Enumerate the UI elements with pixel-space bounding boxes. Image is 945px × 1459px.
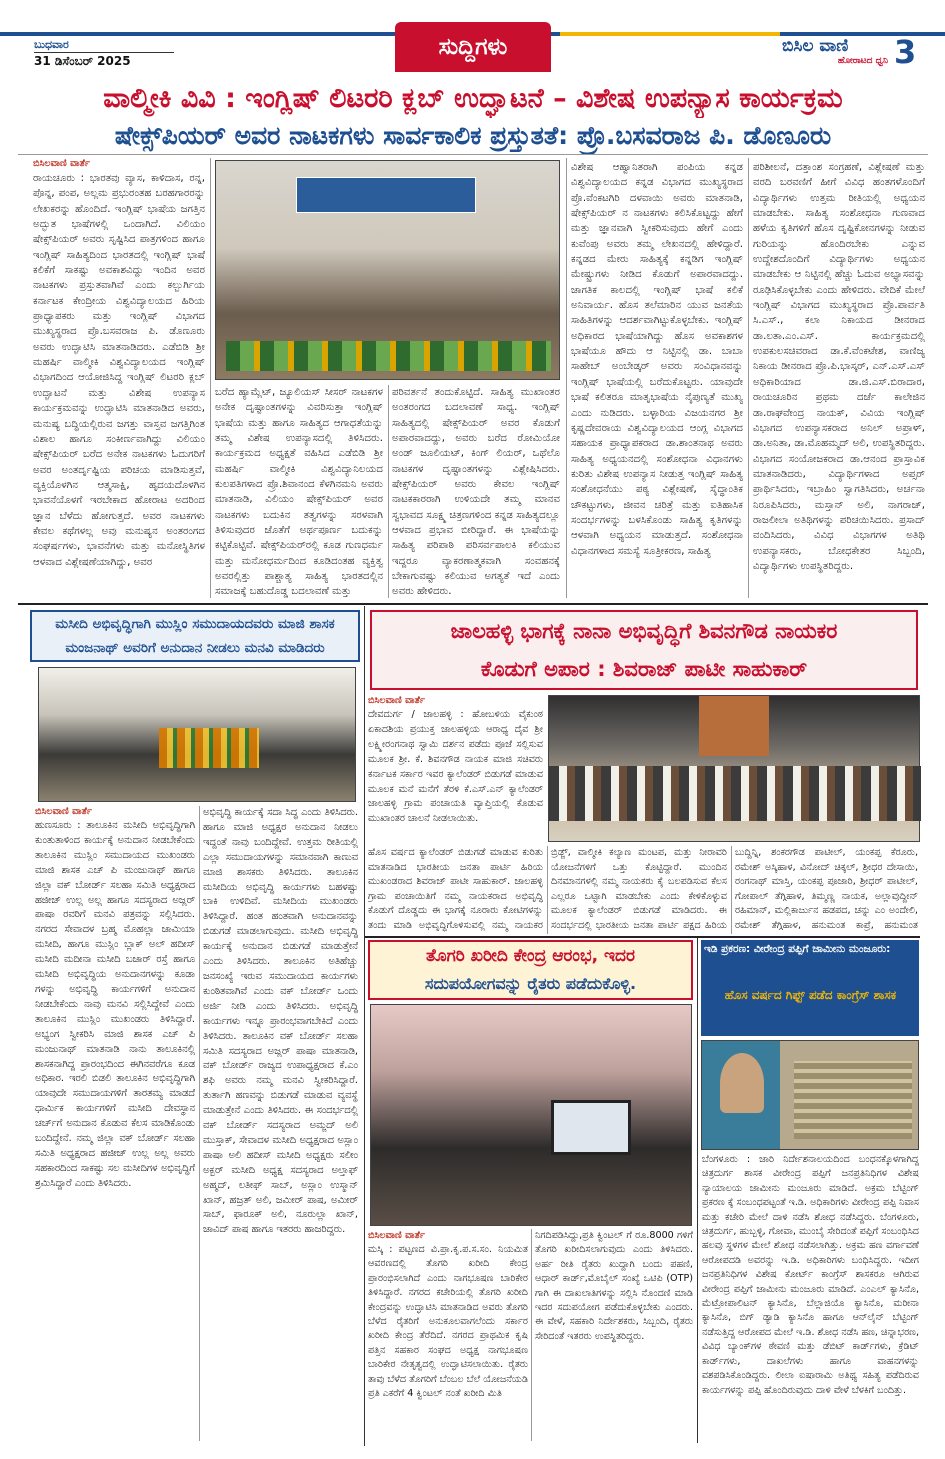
story3-intro: ದೇವದುರ್ಗ / ಜಾಲಹಳ್ಳಿ : ಹೋಬಳಿಯ ವೈಕುಂಠ ಏಕಾದಶಿಯ ಪ್ರಯುಕ್ತ ಜಾಲಹಳ್ಳಿಯ ಆರಾಧ್ಯ ದೈವ ಶ್ರೀ ಲಕ್ಷ್ಮೀರಂಗನಾಥ ಸ್ವಾಮಿ ದರ್ಶನ ಪಡೆದು ಪೂಜೆ ಸಲ್ಲಿಸುವ ಮೂಲಕ ಶ್ರೀ. ಕೆ. ಶಿವನಗೌಡ ನಾಯಕ ಮಾಜಿ ಸಚಿವರು ಕರ್ನಾಟಕ ಸರ್ಕಾರ ಇವರ ಕ್ಯಾಲೆಂಡರ್ ಬಿಡುಗಡೆ ಮಾಡುವ ಮೂಲಕ ಮನೆ ಮನೆಗೆ ತೆರಳಿ ಕೆ.ಎಸ್.ಎನ್ ಕ್ಯಾಲೆಂಡರ್ ಜಾಲಹಳ್ಳಿ ಗ್ರಾಮ ಪಂಚಾಯತಿ ವ್ಯಾಪ್ತಿಯಲ್ಲಿ ಕೊಡುವ ಮುಖಾಂತರ ಚಾಲನೆ ನೀಡಲಾಯಿತು. [368,709,543,825]
crowd-row [549,766,921,821]
paper-name: ಬಿಸಿಲ ವಾಣಿ [782,36,849,56]
story4-headline-1: ತೊಗರಿ ಖರೀದಿ ಕೇಂದ್ರ ಆರಂಭ, ಇದರ [426,946,635,966]
story1-event-photo [215,160,560,380]
story2-photo [38,667,356,802]
story3-headline-1: ಜಾಲಹಳ್ಳಿ ಭಾಗಕ್ಕೆ ನಾನಾ ಅಭಿವೃದ್ಧಿಗೆ ಶಿವನಗೌಡ ನಾಯಕರ [450,619,838,643]
story2-column-1: ಹುಣಸೂರು : ತಾಲೂಕಿನ ಮಸೀದಿ ಅಭಿವೃದ್ಧಿಗಾಗಿ ಕುಂತುತಾಳಿಂದ ಕಾರ್ಯಕ್ಕೆ ಅನುದಾನ ನೀಡಬೇಕೆಂದು ತಾಲೂಕಿನ ಮುಸ್ಲಿಂ ಸಮುದಾಯದ ಮುಖಂಡರು ಮಾಜಿ ಶಾಸಕ ಎಚ್ ಪಿ ಮಂಜುನಾಥ್ ಹಾಗೂ ಜಿಲ್ಲಾ ವಕ್ ಬೋರ್ಡ್ ಸಲಹಾ ಸಮಿತಿ ಅಧ್ಯಕ್ಷರಾದ ಹಜೀಜ್ ಉಲ್ಲ ಅಲ್ಲ ಹಾಗೂ ಸದಸ್ಯರಾದ ಅಜ್ಲರ್ ಪಾಷಾ ರವರಿಗೆ ಮನವಿ ಪತ್ರವನ್ನು ಸಲ್ಲಿಸಿದರು. ನಗರದ ಸೇವಾದಳ ಬ್ರಹ್ಮ ಮೊಹಲ್ಲಾ ಜಾಮಿಯಾ ಮಸೀದಿ, ಹಾಗೂ ಮುಸ್ಲಿಂ ಬ್ಲಾಕ್ ಅಲ್ ಹದೀಸ್ ಮಸೀದಿ ಮದೀನಾ ಮಸೀದಿ ಬಜಾರ್ ರಸ್ತೆ ಹಾಗೂ ಮಸೀದಿ ಅಭಿವೃದ್ಧಿಯ ಅನುದಾನಗಳನ್ನು ಕೂಡಾ ಗಳನ್ನು ಅಭಿವೃದ್ಧಿ ಕಾರ್ಯಗಳಿಗೆ ಅನುದಾನ ನೀಡಬೇಕೆಂದು ನಾವು ಮನವಿ ಸಲ್ಲಿಸಿದ್ದೇವೆ ಎಂದು ತಾಲೂಕಿನ ಮುಸ್ಲಿಂ ಮುಖಂಡರು ತಿಳಿಸಿದ್ದಾರೆ. ಅಭ್ಯಂಗ ಸ್ವೀಕರಿಸಿ ಮಾಜಿ ಶಾಸಕ ಎಚ್ ಪಿ ಮಂಜುನಾಥ್ ಮಾತನಾಡಿ ನಾನು ತಾಲೂಕಿನಲ್ಲಿ ಶಾಸಕನಾಗಿದ್ದ ಪ್ರಾರಂಭದಿಂದ ಈಗಿನವರೆಗೂ ಕೂಡ ಅಧಿಕಾರ. ಇರಲಿ ಬಿಡಲಿ ತಾಲೂಕಿನ ಅಭಿವೃದ್ಧಿಗಾಗಿ ಯಾವುದೇ ಸಮುದಾಯಗಳಿಗೆ ತಾರತಮ್ಯ ಮಾಡದೆ ಧಾರ್ಮಿಕ ಕಾರ್ಯಗಳಿಗೆ ಮಸೀದಿ ದೇವಸ್ಥಾನ ಚರ್ಚ್‌ಗೆ ಅನುದಾನ ಕೊಡುವ ಕೆಲಸ ಮಾಡಿಕೊಂಡು ಬಂದಿದ್ದೇನೆ. ನಮ್ಮ ಜಿಲ್ಲಾ ವಕ್ ಬೋರ್ಡ್ ಸಲಹಾ ಸಮಿತಿ ಅಧ್ಯಕ್ಷರಾದ ಹಜೀಜ್ ಉಲ್ಲ ಅಲ್ಲ ಅವರು ಸಹಕಾರದಿಂದ ಸಾಕಷ್ಟು ಸಲ ಮಸೀದಿಗಳ ಅಭಿವೃದ್ಧಿಗೆ ಶ್ರಮಿಸಿದ್ದಾರೆ ಎಂದು ತಿಳಿಸಿದರು. [35,820,195,1189]
section-divider-2 [365,936,920,938]
header-weekday: ಬುಧವಾರ [34,38,69,51]
cash-stacks [794,1061,912,1139]
story1-column-3: ಪರಿವರ್ತನೆ ತಂದುಕೊಟ್ಟಿದೆ. ಸಾಹಿತ್ಯ ಮುಖಾಂತರ ಅಂತರಂಗದ ಬದಲಾವಣೆ ಸಾಧ್ಯ. ಇಂಗ್ಲಿಷ್ ಸಾಹಿತ್ಯದಲ್ಲಿ ಷೇಕ್ಸ್‌ಪಿಯರ್ ಅವರ ಕೊಡುಗೆ ಅಪಾರವಾದದ್ದು, ಅವರು ಬರೆದ ರೋಮಿಯೋ ಅಂಡ್ ಜೂಲಿಯಟ್, ಕಿಂಗ್ ಲಿಯರ್, ಒಥೆಲೊ ನಾಟಕಗಳ ದೃಷ್ಟಾಂತಗಳನ್ನು ವಿಶ್ಲೇಷಿಸಿದರು. ಷೇಕ್ಸ್‌ಪಿಯರ್ ಅವರು ಕೇವಲ ಇಂಗ್ಲಿಷ್ ನಾಟಕಕಾರರಾಗಿ ಉಳಿಯದೇ ತಮ್ಮ ಮಾನವ ಸ್ವಭಾವದ ಸೂಕ್ಷ್ಮ ಚಿತ್ರಣಗಳಿಂದ ಕನ್ನಡ ಸಾಹಿತ್ಯದಲ್ಲೂ ಆಳವಾದ ಪ್ರಭಾವ ಬೀರಿದ್ದಾರೆ. ಈ ಭಾಷೆಯನ್ನು ಸಾಹಿತ್ಯ ಪರಿಪಾಠಿ ಪರಿಸರ್ವಪಾಲಕಿ ಕಲಿಯುವ ಇದ್ದರೂ ವ್ಯಾಕರಣಾತ್ಮಕವಾಗಿ ಸಂವಹನಕ್ಕೆ ಬೇಕಾಗುವಷ್ಟು ಕಲಿಯುವ ಅಗತ್ಯತೆ ಇದೆ ಎಂದು ಅವರು ಹೇಳಿದರು. [392,387,560,598]
story4-byline: ಬಿಸಿಲವಾಣಿ ವಾರ್ತೆ [368,1230,425,1241]
story3-column-2: ಬ್ರಿಡ್ಜ್, ವಾಲ್ಮೀಕಿ ಕಲ್ಯಾಣ ಮಂಟಪ, ಮತ್ತು ನೀರಾವರಿ ಯೋಜನೆಗಳಿಗೆ ಒತ್ತು ಕೊಟ್ಟಿದ್ದಾರೆ. ಮುಂದಿನ ದಿನಮಾನಗಳಲ್ಲಿ ನಮ್ಮ ನಾಯಕರು ಕೈ ಬಲಪಡಿಸುವ ಕೆಲಸ ಎಲ್ಲರೂ ಒಟ್ಟಾಗಿ ಮಾಡಬೇಕು ಎಂದು ಕೇಳಿಕೊಳ್ಳುವ ಮೂಲಕ ಕ್ಯಾಲೆಂಡರ್ ಬಿಡುಗಡೆ ಮಾಡಿದರು. ಈ ಸಂದರ್ಭದಲ್ಲಿ ಭಾರತೀಯ ಜನತಾ ಪಾರ್ಟಿ ಪಕ್ಷದ ಹಿರಿಯ [551,847,727,931]
story1-headline-1: ವಾಲ್ಮೀಕಿ ವಿವಿ : ಇಂಗ್ಲಿಷ್ ಲಿಟರರಿ ಕ್ಲಬ್ ಉದ್ಘಾಟನೆ – ವಿಶೇಷ ಉಪನ್ಯಾಸ ಕಾರ್ಯಕ್ರಮ [103,83,843,114]
header-right-stripe [560,32,780,36]
page-number: 3 [894,33,917,71]
section-label-box [395,22,551,72]
story1-column-2: ಬರೆದ ಹ್ಯಾಮ್ಲೆಟ್, ಜ್ಯೂಲಿಯಸ್ ಸೀಸರ್ ನಾಟಕಗಳ ಅನೇಕ ದೃಷ್ಟಾಂತಗಳನ್ನು ವಿವರಿಸುತ್ತಾ ಇಂಗ್ಲಿಷ್ ಭಾಷೆಯ ಮತ್ತು ಹಾಗೂ ಸಾಹಿತ್ಯದ ಆಗಾಧತೆಯನ್ನು ತಮ್ಮ ವಿಶೇಷ ಉಪನ್ಯಾಸದಲ್ಲಿ ತಿಳಿಸಿದರು. ಕಾರ್ಯಕ್ರಮದ ಅಧ್ಯಕ್ಷತೆ ವಹಿಸಿದ ಎಡೆಬಿಡಿ ಶ್ರೀ ಮಹರ್ಷಿ ವಾಲ್ಮೀಕಿ ವಿಶ್ವವಿದ್ಯಾನಿಲಯದ ಕುಲಪತಿಗಳಾದ ಪ್ರೊ.ಶಿವಾನಂದ ಕೆಳಗಿನಮನಿ ಅವರು ಮಾತನಾಡಿ, ವಿಲಿಯಂ ಷೇಕ್ಸ್‌ಪಿಯರ್ ಅವರ ನಾಟಕಗಳು ಬದುಕಿನ ತತ್ವಗಳನ್ನು ಸರಳವಾಗಿ ತಿಳಿಸುವುದರ ಜೊತೆಗೆ ಅರ್ಥಪೂರ್ಣ ಬದುಕನ್ನು ಕಟ್ಟಿಕೊಟ್ಟಿವೆ. ಷೇಕ್ಸ್‌ಪಿಯರ್‌ರಲ್ಲಿ ಕೂಡ ಗುಣಧರ್ಮ ಮತ್ತು ಮನೋಧರ್ಮದಿಂದ ಕೂಡಿದಂತಹ ವ್ಯಕ್ತಿತ್ವ ಅವರಲ್ಲಿತ್ತು ಪಾಶ್ಚಾತ್ಯ ಸಾಹಿತ್ಯ ಭಾರತದಲ್ಲಿನ ಸಮಾಜಕ್ಕೆ ಬಹುದೊಡ್ಡ ಬದಲಾವಣೆ ಮತ್ತು [215,387,383,598]
header-date: 31 ಡಿಸೆಂಬರ್ 2025 [34,52,174,69]
story3-column-1: ಹೊಸ ವರ್ಷದ ಕ್ಯಾಲೆಂಡರ್ ಬಿಡುಗಡೆ ಮಾಡುವ ಕುರಿತು ಮಾತನಾಡಿದ ಭಾರತೀಯ ಜನತಾ ಪಾರ್ಟಿ ಹಿರಿಯ ಮುಖಂಡರಾದ ಶಿವರಾಜ್ ಪಾಟೀ ಸಾಹುಕಾರ್. ಜಾಲಹಳ್ಳಿ ಗ್ರಾಮ ಪಂಚಾಯಿತಿಗೆ ನಮ್ಮ ನಾಯಕರಾದ ಅಭಿವೃದ್ಧಿ ಕೊಡುಗೆ ದೊಡ್ಡದು ಈ ಭಾಗಕ್ಕೆ ನೂರಾರು ಕೋಟಿಗಳನ್ನು ತಂದು ಮಾಡಿ ಅಭಿವೃದ್ಧಿಗೊಳಿಸುವಲ್ಲಿ ನಮ್ಮ ನಾಯಕರ [368,847,543,931]
story4-headline-2: ಸದುಪಯೋಗವನ್ನು ರೈತರು ಪಡೆದುಕೊಳ್ಳಿ. [424,974,637,993]
story4-photo [370,1004,692,1226]
header-date-block [34,38,174,69]
story2-byline: ಬಿಸಿಲವಾಣಿ ವಾರ್ತೆ [35,806,92,817]
masthead [0,0,945,74]
paper-tagline: ಹೋರಾಟದ ಧ್ವನಿ [837,56,888,66]
temple-gopura [699,696,769,756]
vertical-divider-mid [364,606,365,1446]
story1-byline: ಬಿಸಿಲವಾಣಿ ವಾರ್ತೆ [33,158,90,169]
computer-monitor [551,1100,631,1155]
story3-byline: ಬಿಸಿಲವಾಣಿ ವಾರ್ತೆ [368,695,425,706]
story5-body: ಬೆಂಗಳೂರು : ಜಾರಿ ನಿರ್ದೇಶನಾಲಯದಿಂದ ಬಂಧನಕ್ಕೊಳಗಾಗಿದ್ದ ಚಿತ್ರದುರ್ಗ ಶಾಸಕ ವೀರೇಂದ್ರ ಪಪ್ಪಿಗೆ ಜನಪ್ರತಿನಿಧಿಗಳ ವಿಶೇಷ ನ್ಯಾಯಾಲಯ ಜಾಮೀನು ಮಂಜೂರು ಮಾಡಿದೆ. ಅಕ್ರಮ ಬೆಟ್ಟಿಂಗ್ ಪ್ರಕರಣ ಕ್ಕೆ ಸಂಬಂಧಪಟ್ಟಂತೆ ಇ.ಡಿ. ಅಧಿಕಾರಿಗಳು ವೀರೇಂದ್ರ ಪಪ್ಪಿ ನಿವಾಸ ಮತ್ತು ಕಚೇರಿ ಮೇಲೆ ದಾಳಿ ನಡೆಸಿ ಶೋಧ ನಡೆಸಿದ್ದರು. ಬೆಂಗಳೂರು, ಚಿತ್ರದುರ್ಗ, ಹುಬ್ಬಳ್ಳಿ, ಗೋವಾ, ಮುಂಬೈ ಸೇರಿದಂತೆ ಪಪ್ಪಿಗೆ ಸಂಬಂಧಿಸಿದ ಹಲವು ಸ್ಥಳಗಳ ಮೇಲೆ ಶೋಧ ನಡೆಸಲಾಗಿತ್ತು. ಅಕ್ರಮ ಹಣ ವರ್ಗಾವಣೆ ಆರೋಪದಡಿ ಅವರನ್ನು ಇ.ಡಿ. ಅಧಿಕಾರಿಗಳು ಬಂಧಿಸಿದ್ದರು. ಇದೀಗ ಜನಪ್ರತಿನಿಧಿಗಳ ವಿಶೇಷ ಕೋರ್ಟ್ ಕಾಂಗ್ರೆಸ್ ಶಾಸಕರೂ ಆಗಿರುವ ವೀರೇಂದ್ರ ಪಪ್ಪಿಗೆ ಜಾಮೀನು ಮಂಜೂರು ಮಾಡಿದೆ. ಎಂಎಲ್ ಕ್ಯಾಸಿನೊ, ಮೆಟ್ರೋಪಾಲಿಟನ್ ಕ್ಯಾಸಿನೊ, ಬೆಲ್ಲಾಜಿಯೊ ಕ್ಯಾಸಿನೊ, ಮರೀನಾ ಕ್ಯಾಸಿನೊ, ಬಿಗ್ ಡ್ಯಾಡಿ ಕ್ಯಾಸಿನೊ ಹಾಗೂ ಆನ್‌ಲೈನ್ ಬೆಟ್ಟಿಂಗ್ ನಡೆಸುತ್ತಿದ್ದ ಆರೋಪದ ಮೇಲೆ ಇ.ಡಿ. ಶೋಧ ನಡೆಸಿ ಹಣ, ಚಿನ್ನಾಭರಣ, ವಿವಿಧ ಬ್ಯಾಂಕ್‌ಗಳ ಠೇವಣಿ ಮತ್ತು ಡೆಬಿಟ್ ಕಾರ್ಡ್‌ಗಳು, ಕ್ರೆಡಿಟ್ ಕಾರ್ಡ್‌ಗಳು, ದಾಖಲೆಗಳು ಹಾಗೂ ವಾಹನಗಳನ್ನು ವಶಪಡಿಸಿಕೊಂಡಿದ್ದರು. ಲೀಲಾ ಐಷಾರಾಮಿ ಅತಿಥ್ಯ ಸಹಿತ್ಯ ಪಡೆದಿರುವ ಕಾರ್ಯಗಳನ್ನು ಪಪ್ಪಿ ಹೊಂದಿರುವುದು ದಾಳಿ ವೇಳೆ ಬೆಳಕಿಗೆ ಬಂದಿತ್ತು. [702,1154,919,1396]
section-divider-1 [18,603,928,605]
story1-column-4: ವಿಶೇಷ ಆಹ್ವಾನಿತರಾಗಿ ಪಂಪಿಯ ಕನ್ನಡ ವಿಶ್ವವಿದ್ಯಾಲಯದ ಕನ್ನಡ ವಿಭಾಗದ ಮುಖ್ಯಸ್ಥರಾದ ಪ್ರೊ.ವೆಂಕಟಗಿರಿ ದಳವಾಯಿ ಅವರು ಮಾತನಾಡಿ, ಷೇಕ್ಸ್‌ಪಿಯರ್ ನ ನಾಟಕಗಳು ಕಲಿಸಿಕೊಟ್ಟದ್ದು ಹೇಗೆ ಮತ್ತು ಜ್ಞಾನವಾಗಿ ಸ್ವೀಕರಿಸುವುದು ಹೇಗೆ ಎಂದು ಕುವೆಂಪು ಅವರು ತಮ್ಮ ಲೇಖನದಲ್ಲಿ ಹೇಳಿದ್ದಾರೆ. ಕನ್ನಡದ ಮೇರು ಸಾಹಿತ್ಯಕ್ಕೆ ಕನ್ನಡಿಗ ಇಂಗ್ಲಿಷ್ ಮೇಷ್ಟ್ರುಗಳು ನೀಡಿದ ಕೊಡುಗೆ ಅಪಾರವಾದದ್ದು. ಜಾಗತಿಕ ಕಾಲದಲ್ಲಿ ಇಂಗ್ಲಿಷ್ ಭಾಷೆ ಕಲಿಕೆ ಅನಿವಾರ್ಯ. ಹೊಸ ತಲೆಮಾರಿನ ಯುವ ಜನತೆಯ ಸಾಹಿತಿಗಳನ್ನು ಆದರ್ಶವಾಗಿಟ್ಟುಕೊಳ್ಳಬೇಕು. ಇಂಗ್ಲಿಷ್ ಅಧಿಕಾರದ ಭಾಷೆಯಾಗಿದ್ದು ಹೊಸ ಅವಕಾಶಗಳ ಭಾಷೆಯೂ ಹೌದು ಆ ನಿಟ್ಟಿನಲ್ಲಿ ಡಾ. ಬಾಬಾ ಸಾಹೇಬ್ ಅಂಬೇಡ್ಕರ್ ಅವರು ಸಂವಿಧಾನವನ್ನು ಇಂಗ್ಲಿಷ್ ಭಾಷೆಯಲ್ಲಿ ಬರೆದುಕೊಟ್ಟರು. ಯಾವುದೇ ಭಾಷೆ ಕಲಿತರೂ ಮಾತೃಭಾಷೆಯ ನೈಪುಣ್ಯತೆ ಮುಖ್ಯ ಎಂದು ನುಡಿದರು. ಬಳ್ಳಾರಿಯ ವಿಜಯನಗರ ಶ್ರೀ ಕೃಷ್ಣದೇವರಾಯ ವಿಶ್ವವಿದ್ಯಾಲಯದ ಆಂಗ್ಲ ವಿಭಾಗದ ಸಹಾಯಕ ಪ್ರಾಧ್ಯಾಪಕರಾದ ಡಾ.ಶಾಂತನಾಥ ಅವರು ಸಾಹಿತ್ಯ ಅಧ್ಯಯನದಲ್ಲಿ ಸಂಶೋಧನಾ ವಿಧಾನಗಳು ಕುರಿತು ವಿಶೇಷ ಉಪನ್ಯಾಸ ನೀಡುತ್ತ ಇಂಗ್ಲಿಷ್ ಸಾಹಿತ್ಯ ಸಂಶೋಧನೆಯು ಪಠ್ಯ ವಿಶ್ಲೇಷಣೆ, ಸೈದ್ಧಾಂತಿಕ ಚೌಕಟ್ಟುಗಳು, ಜೀವನ ಚರಿತ್ರೆ ಮತ್ತು ಐತಿಹಾಸಿಕ ಸಂದರ್ಭಗಳನ್ನು ಬಳಸಿಕೊಂಡು ಸಾಹಿತ್ಯ ಕೃತಿಗಳನ್ನು ಆಳವಾಗಿ ಅಧ್ಯಯನ ಮಾಡುತ್ತದೆ. ಸಂಶೋಧನಾ ವಿಧಾನಗಳಾದ ಸಮಸ್ಯೆ ಸೂತ್ರೀಕರಣ, ಸಾಹಿತ್ಯ [571,162,743,557]
section-label: ಸುದ್ದಿಗಳು [438,34,508,60]
story1-headline-2: ಷೇಕ್ಸ್‌ಪಿಯರ್ ಅವರ ನಾಟಕಗಳು ಸಾರ್ವಕಾಲಿಕ ಪ್ರಸ್ತುತತೆ: ಪ್ರೊ.ಬಸವರಾಜ ಪಿ. ಡೊಣೂರು [114,121,832,150]
story2-headline-2: ಮಂಜನಾಥ್ ಅವರಿಗೆ ಅನುದಾನ ನೀಡಲು ಮನವಿ ಮಾಡಿದರು [65,640,325,656]
story2-headline-1: ಮಸೀದಿ ಅಭಿವೃದ್ಧಿಗಾಗಿ ಮುಸ್ಲಿಂ ಸಮುದಾಯದವರು ಮಾಜಿ ಶಾಸಕ [55,616,335,632]
story5-photo [701,1040,919,1150]
mla-portrait [720,1053,764,1113]
paper-logo [782,36,902,70]
story5-kicker: ಇಡಿ ಪ್ರಕರಣ: ವೀರೇಂದ್ರ ಪಪ್ಪಿಗೆ ಜಾಮೀನು ಮಂಜೂರು: [704,943,891,955]
story4-column-1: ಮಸ್ಕಿ : ಪಟ್ಟಣದ ವಿ.ಪ್ರಾ.ಕೃ.ಪ.ಸ.ಸಂ. ನಿಯಮಿತ ಆವರಣದಲ್ಲಿ ತೊಗರಿ ಖರೀದಿ ಕೇಂದ್ರ ಪ್ರಾರಂಭಿಸಲಾಗಿದೆ ಎಂದು ನಾಗಭೂಷಣ ಬಾರಿಕೇರ ತಿಳಿಸಿದ್ದಾರೆ. ನಗರದ ಕಚೇರಿಯಲ್ಲಿ ತೊಗರಿ ಖರೀದಿ ಕೇಂದ್ರವನ್ನು ಉದ್ಘಾಟಿಸಿ ಮಾತನಾಡಿದ ಅವರು ತೊಗರಿ ಬೆಳೆದ ರೈತರಿಗೆ ಅನುಕೂಲವಾಗಲೆಂದು ಸರ್ಕಾರ ಖರೀದಿ ಕೇಂದ್ರ ತೆರೆದಿದೆ. ನಗರದ ಪ್ರಾಥಮಿಕ ಕೃಷಿ ಪತ್ತಿನ ಸಹಕಾರ ಸಂಘದ ಅಧ್ಯಕ್ಷ ನಾಗಭೂಷಣ ಬಾರಿಕೇರ ನೇತೃತ್ವದಲ್ಲಿ ಉದ್ಘಾಟಿಸಲಾಯಿತು. ರೈತರು ತಾವು ಬೆಳೆದ ತೊಗರಿಗೆ ಬೆಂಬಲ ಬೆಲೆ ಯೋಜನೆಯಡಿ ಪ್ರತಿ ಎಕರೆಗೆ 4 ಕ್ವಿಂಟಲ್ ನಂತೆ ಖರೀದಿ ಮಿತಿ [368,1244,528,1400]
story1-column-5: ಪರಿಶೀಲನೆ, ದತ್ತಾಂಶ ಸಂಗ್ರಹಣೆ, ವಿಶ್ಲೇಷಣೆ ಮತ್ತು ವರದಿ ಬರವಣಿಗೆ ಹೀಗೆ ವಿವಿಧ ಹಂತಗಳೊಂದಿಗೆ ವಿದ್ಯಾರ್ಥಿಗಳು ಉತ್ತಮ ರೀತಿಯಲ್ಲಿ ಅಧ್ಯಯನ ಮಾಡಬೇಕು. ಸಾಹಿತ್ಯ ಸಂಶೋಧನಾ ಗುಣವಾದ ಹಳೆಯ ಕೃತಿಗಳಿಗೆ ಹೊಸ ದೃಷ್ಟಿಕೋನಗಳನ್ನು ನೀಡುವ ಗುರಿಯನ್ನು ಹೊಂದಿರಬೇಕು ಎನ್ನುವ ಉದ್ದೇಶದೊಂದಿಗೆ ವಿದ್ಯಾರ್ಥಿಗಳು ಅಧ್ಯಯನ ಮಾಡಬೇಕು ಆ ನಿಟ್ಟಿನಲ್ಲಿ ಹೆಚ್ಚು ಓದುವ ಅಭ್ಯಾಸವನ್ನು ರೂಢಿಸಿಕೊಳ್ಳಬೇಕು ಎಂದು ಹೇಳಿದರು. ವೇದಿಕೆ ಮೇಲೆ ಇಂಗ್ಲಿಷ್ ವಿಭಾಗದ ಮುಖ್ಯಸ್ಥರಾದ ಪ್ರೊ.ಪಾರ್ವತಿ ಸಿ.ಎಸ್., ಕಲಾ ನಿಕಾಯದ ಡೀನರಾದ ಡಾ.ಲತಾ.ಎಂ.ಎಸ್. ಕಾರ್ಯಕ್ರಮದಲ್ಲಿ ಉಪಕುಲಸಚಿವರಾದ ಡಾ.ಕೆ.ವೆಂಕಟೇಶ, ವಾಣಿಜ್ಯ ನಿಕಾಯ ಡೀನರಾದ ಪ್ರೊ.ಪಿ.ಭಾಸ್ಕರ್, ಎನ್.ಎಸ್.ಎಸ್ ಅಧಿಕಾರಿಯಾದ ಡಾ.ಜಿ.ಎಸ್.ಬಿರಾದಾರ, ರಾಯಚೂರಿನ ಪ್ರಥಮ ದರ್ಜೆ ಕಾಲೇಜಿನ ಡಾ.ರಾಘವೇಂದ್ರ ನಾಯಕ್, ವಿವಿಯ ಇಂಗ್ಲಿಷ್ ವಿಭಾಗದ ಉಪನ್ಯಾಸಕರಾದ ಅನಿಲ್ ಅಪ್ರಾಳ್, ಡಾ.ಅನಿತಾ, ಡಾ.ಮೊಹಮ್ಮದ್ ಅಲಿ, ಉಪಸ್ಥಿತರಿದ್ದರು. ವಿಭಾಗದ ಸಂಯೋಜಕರಾದ ಡಾ.ಆನಂದ ಪ್ರಾಸ್ತಾವಿಕ ಮಾತನಾಡಿದರು, ವಿದ್ಯಾರ್ಥಿಗಳಾದ ಅಪ್ಸರ್ ಪ್ರಾರ್ಥಿಸಿದರು, ಇಬ್ರಾಹಿಂ ಸ್ವಾಗತಿಸಿದರು, ಅರ್ಚನಾ ನಿರೂಪಿಸಿದರು, ಮಸ್ತಾನ್ ಅಲಿ, ನಾಗರಾಜ್, ರಾಜಲೀಲಾ ಅತಿಥಿಗಳನ್ನು ಪರಿಚಯಿಸಿದರು. ಪ್ರಸಾದ್ ವಂದಿಸಿದರು, ವಿವಿಧ ವಿಭಾಗಗಳ ಅತಿಥಿ ಉಪನ್ಯಾಸಕರು, ಬೋಧಕೇತರ ಸಿಬ್ಬಂದಿ, ವಿದ್ಯಾರ್ಥಿಗಳು ಉಪಸ್ಥಿತರಿದ್ದರು. [753,162,925,572]
story1-column-1: ರಾಯಚೂರು : ಭಾರತವು ವ್ಯಾಸ, ಕಾಳಿದಾಸ, ರನ್ನ, ಪೊನ್ನ, ಪಂಪ, ಅಲ್ಲಮ ಪ್ರಭುರಂತಹ ಬರಹಗಾರರನ್ನು ಲೇಖಕರನ್ನು ಹೊಂದಿದೆ. ಇಂಗ್ಲಿಷ್ ಭಾಷೆಯ ಜಗತ್ತಿನ ಅದ್ಭುತ ಭಾಷೆಗಳಲ್ಲಿ ಒಂದಾಗಿದೆ. ವಿಲಿಯಂ ಷೇಕ್ಸ್‌ಪಿಯರ್ ಅವರು ಸೃಷ್ಟಿಸಿದ ಪಾತ್ರಗಳಿಂದ ಹಾಗೂ ಇಂಗ್ಲಿಷ್ ಸಾಹಿತ್ಯದಿಂದ ಭಾರತದಲ್ಲಿ ಇಂಗ್ಲಿಷ್ ಭಾಷೆ ಕಲಿಕೆಗೆ ಸಾಕಷ್ಟು ಅವಕಾಶವಿದ್ದು ಇಂದಿನ ಅವರ ನಾಟಕಗಳು ಪ್ರಸ್ತುತವಾಗಿವೆ ಎಂದು ಕಲ್ಬುರ್ಗಿಯ ಕರ್ನಾಟಕ ಕೇಂದ್ರೀಯ ವಿಶ್ವವಿದ್ಯಾಲಯದ ಹಿರಿಯ ಪ್ರಾಧ್ಯಾಪಕರು ಮತ್ತು ಇಂಗ್ಲಿಷ್ ವಿಭಾಗದ ಮುಖ್ಯಸ್ಥರಾದ ಪ್ರೊ.ಬಸವರಾಜ ಪಿ. ಡೊಣೂರು ಅವರು ಉದ್ಘಾಟಿಸಿ ಮಾತನಾಡಿದರು. ಎಡೆಬಿಡಿ ಶ್ರೀ ಮಹರ್ಷಿ ವಾಲ್ಮೀಕಿ ವಿಶ್ವವಿದ್ಯಾಲಯದ ಇಂಗ್ಲಿಷ್ ವಿಭಾಗದಿಂದ ಆಯೋಜಿಸಿದ್ದ ಇಂಗ್ಲಿಷ್ ಲಿಟರರಿ ಕ್ಲಬ್ ಉದ್ಘಾಟನೆ ಮತ್ತು ವಿಶೇಷ ಉಪನ್ಯಾಸ ಕಾರ್ಯಕ್ರಮವನ್ನು ಉದ್ಘಾಟಿಸಿ ಮಾತನಾಡಿದ ಅವರು, ಮನುಷ್ಯ ಬದ್ಧಿಯಲ್ಲಿರುವ ಜಗತ್ತು ವಾಸ್ತವ ಜಗತ್ತಿಗಿಂತ ವಿಶಾಲ ಹಾಗೂ ಸಂಕೀರ್ಣವಾಗಿದ್ದು ವಿಲಿಯಂ ಷೇಕ್ಸ್‌ಪಿಯರ್ ಬರೆದ ಅನೇಕ ನಾಟಕಗಳು ಓದುಗರಿಗೆ ಅವರ ಅಂತರ್ದೃಷ್ಟಿಯ ಪರಿಚಯ ಮಾಡಿಸುತ್ತವೆ, ವ್ಯಕ್ತಿಯೊಳಗಿನ ಆತ್ಮಸಾಕ್ಷಿ, ಹೃದಯದೊಳಗಿನ ಭಾವನೆಯೊಳಗೆ ಇರಬೇಕಾದ ಹೋರಾಟ ಅದರಿಂದ ಜ್ಞಾನ ಬೆಳೆದು ಹೋಗುತ್ತದೆ. ಅವರ ನಾಟಕಗಳು ಕೇವಲ ಕಥೆಗಳಲ್ಲ ಅವು ಮನುಷ್ಯನ ಅಂತರಂಗದ ಸಂಘರ್ಷಗಳು, ಭಾವನೆಗಳು ಮತ್ತು ಮನೋಸ್ಥಿತಿಗಳ ಆಳವಾದ ವಿಶ್ಲೇಷಣೆಯಾಗಿದ್ದು, ಅವರ [33,173,205,568]
story3-photo [548,695,920,842]
stage-flowers [226,341,551,371]
story3-column-3: ಬುದ್ದಿನ್ನಿ, ಶಂಕರಗೌಡ ಪಾಟೀಲ್, ಯಂಕಪ್ಪ ಕೆರೂರು, ರಮೇಶ್ ಅಸ್ಕಿಹಾಳ, ವಿನೋದ್ ಚಿಕ್ಕಲ್, ಶ್ರೀಧರ ದೇಸಾಯಿ, ರಂಗನಾಥ್ ಮಾಸ್ತಿ, ಯಂಕಪ್ಪ ಪೂಜಾರಿ, ಶ್ರೀಧರ್ ಪಾಟೀಲ್, ಗೋಪಾಲ್ ತೆಗ್ಗಿಹಾಳ, ತಿಮ್ಮಣ್ಣ ನಾಯಕ, ಅಲ್ಲಾವುದ್ದೀನ್ ರಹಿಮಾನ್, ಮಲ್ಲಿಕಾರ್ಜುನ ಹಡಪದ, ಚನ್ನು ಎಂ ಅಂದೇಲಿ, ರಮೇಶ್ ತೆಗ್ಗಿಹಾಳ, ಹನುಮಂತ ಕಾಪ್ರೆ, ಹನುಮಂತ [735,847,918,931]
story1-rule [18,154,928,155]
story2-column-2: ಅಭಿವೃದ್ಧಿ ಕಾರ್ಯಕ್ಕೆ ಸದಾ ಸಿದ್ಧ ಎಂದು ತಿಳಿಸಿದರು. ಹಾಗೂ ಮಾಜಿ ಅಧ್ಯಕ್ಷರ ಅನುದಾನ ನೀಡಲು ಇದ್ದಂತೆ ನಾವು ಬಂದಿದ್ದೇವೆ. ಉತ್ತಮ ರೀತಿಯಲ್ಲಿ ಎಲ್ಲಾ ಸಮುದಾಯಗಳನ್ನು ಸಮಾನವಾಗಿ ಕಾಣುವ ಮಾಜಿ ಶಾಸಕರು ತಿಳಿಸಿದರು. ತಾಲೂಕಿನ ಮಸೀದಿಯ ಅಭಿವೃದ್ಧಿ ಕಾರ್ಯಗಳು ಬಹಳಷ್ಟು ಬಾಕಿ ಉಳಿದಿವೆ. ಮಸೀದಿಯ ಮುಖಂಡರು ತಿಳಿಸಿದ್ದಾರೆ. ಹಂತ ಹಂತವಾಗಿ ಅನುದಾನವನ್ನು ಬಿಡುಗಡೆ ಮಾಡಲಾಗುವುದು. ಮಸೀದಿ ಅಭಿವೃದ್ಧಿ ಕಾರ್ಯಕ್ಕೆ ಅನುದಾನ ಬಿಡುಗಡೆ ಮಾಡುತ್ತೇನೆ ಎಂದು ತಿಳಿಸಿದರು. ತಾಲೂಕಿನ ಅತಿಹೆಚ್ಚು ಜನಸಂಖ್ಯೆ ಇರುವ ಸಮುದಾಯದ ಕಾರ್ಯಗಳು ಕುಂಠಿತವಾಗಿವೆ ಎಂದು ವಕ್ ಬೋರ್ಡ್ ಒಂದು ಅರ್ಜಿ ನೀಡಿ ಎಂದು ತಿಳಿಸಿದರು. ಅಭಿವೃದ್ಧಿ ಕಾರ್ಯಗಳು ಇನ್ನೂ ಪ್ರಾರಂಭವಾಗಬೇಕಿದೆ ಎಂದು ತಿಳಿಸಿದರು. ತಾಲೂಕಿನ ವಕ್ ಬೋರ್ಡ್ ಸಲಹಾ ಸಮಿತಿ ಸದಸ್ಯರಾದ ಅಜ್ಲರ್ ಪಾಷಾ ಮಾತನಾಡಿ, ವಕ್ ಬೋರ್ಡ್ ರಾಜ್ಯದ ಉಪಾಧ್ಯಕ್ಷರಾದ ಕೆ.ಎಂ ಶಫಿ ಅವರು ನಮ್ಮ ಮನವಿ ಸ್ವೀಕರಿಸಿದ್ದಾರೆ. ತುರ್ತಾಗಿ ಹಣವನ್ನು ಬಿಡುಗಡೆ ಮಾಡುವ ವ್ಯವಸ್ಥೆ ಮಾಡುತ್ತೇನೆ ಎಂದು ತಿಳಿಸಿದರು. ಈ ಸಂದರ್ಭದಲ್ಲಿ ವಕ್ ಬೋರ್ಡ್ ಸದಸ್ಯರಾದ ಅಮ್ಜದ್ ಅಲಿ ಮುಸ್ತಾಕ್, ಸೇವಾದಳ ಮಸೀದಿ ಅಧ್ಯಕ್ಷರಾದ ಅಸ್ಲಾಂ ಪಾಷಾ ಅಲಿ ಹದೀಸ್ ಮಸೀದಿ ಅಧ್ಯಕ್ಷರು ಸಲೀಂ ಅಕ್ಬರ್ ಮಸೀದಿ ಅಧ್ಯಕ್ಷ ಸದಸ್ಯರಾದ ಅಲ್ತಾಫ್ ಅಹ್ಮದ್, ಲತೀಫ್ ಸಾಬ್, ಅಸ್ಲಾಂ ಉಸ್ಮಾನ್ ಖಾನ್, ಹಜ್ರತ್ ಅಲಿ, ಜಮೀರ್ ಪಾಷ, ಅಮೀರ್ ಸಾಬ್, ಫಾರೂಕ್ ಅಲಿ, ನೂರುಲ್ಲಾ ಖಾನ್, ಜಾವಿದ್ ಪಾಷ ಹಾಗೂ ಇತರರು ಹಾಜರಿದ್ದರು. [203,807,358,1236]
story4-column-2: ನಿಗದಿಪಡಿಸಿದ್ದು,ಪ್ರತಿ ಕ್ವಿಂಟಲ್ ಗೆ ರೂ.8000 ಗಳಿಗೆ ತೊಗರಿ ಖರೀದಿಸಲಾಗುವುದು ಎಂದು ತಿಳಿಸಿದರು. ಅರ್ಹ ರೀತಿ ರೈತರು ಖುದ್ದಾಗಿ ಬಂದು ಪಹಣಿ, ಆಧಾರ್ ಕಾರ್ಡ್,ಮೊಬೈಲ್ ಸಂಖ್ಯೆ ಒಟಿಪಿ (OTP) ಗಾಗಿ ಈ ದಾಖಲಾತಿಗಳನ್ನು ಸಲ್ಲಿಸಿ ನೊಂದಣಿ ಮಾಡಿ ಇದರ ಸದುಪಯೋಗ ಪಡೆದುಕೊಳ್ಳಬೇಕು ಎಂದರು. ಈ ವೇಳೆ, ಸಹಕಾರಿ ನಿರ್ದೇಶಕರು, ಸಿಬ್ಬಂದಿ, ರೈತರು ಸೇರಿದಂತೆ ಇತರರು ಉಪಸ್ಥಿತರಿದ್ದರು. [535,1230,693,1342]
story5-headline: ಹೊಸ ವರ್ಷದ ಗಿಫ್ಟ್ ಪಡೆದ ಕಾಂಗ್ರೆಸ್ ಶಾಸಕ [724,988,897,1002]
story3-headline-2: ಕೊಡುಗೆ ಅಪಾರ : ಶಿವರಾಜ್ ಪಾಟೀ ಸಾಹುಕಾರ್ [480,657,808,681]
stage-banner [296,177,476,213]
garlands [159,728,259,768]
